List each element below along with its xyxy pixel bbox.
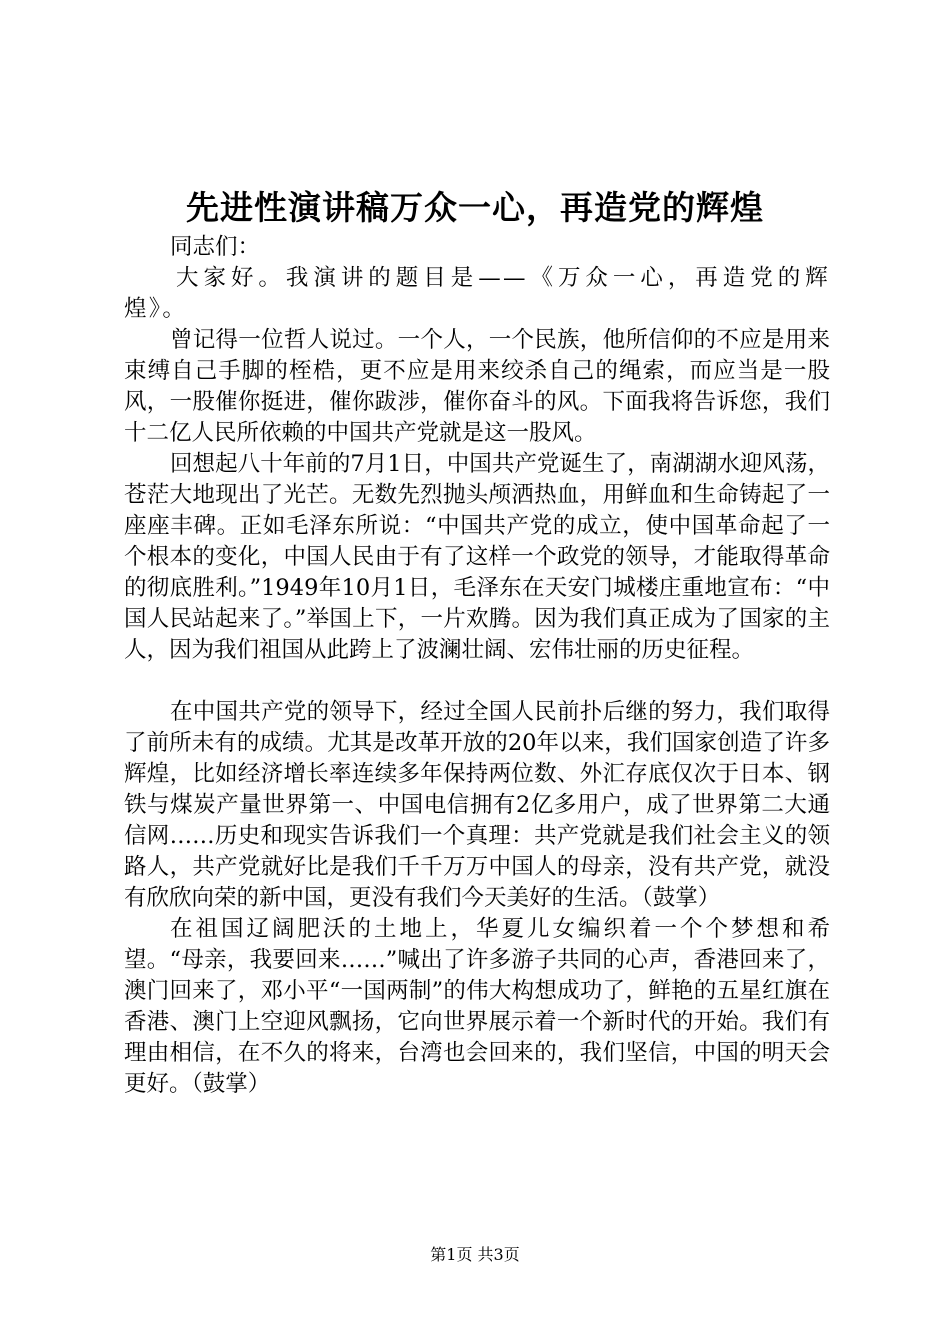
paragraph-philosopher: 曾记得一位哲人说过。一个人，一个民族，他所信仰的不应是用来束缚自己手脚的桎梏，更不应是用来绞杀自己的绳索，而应当是一股风，一股催你挺进，催你跋涉，催你奋斗的风。下面我将告诉您，我们十二亿人民所依赖的中国共产党就是这一股风。 [124, 327, 830, 446]
document-title: 先进性演讲稿万众一心，再造党的辉煌 [186, 188, 764, 227]
paragraph-greeting: 大家好。我演讲的题目是——《万众一心，再造党的辉煌》。 [124, 265, 830, 322]
paragraph-achievements: 在中国共产党的领导下，经过全国人民前扑后继的努力，我们取得了前所未有的成绩。尤其是改革开放的20年以来，我们国家创造了许多辉煌，比如经济增长率连续多年保持两位数、外汇存底仅次于日本、钢铁与煤炭产量世界第一、中国电信拥有2亿多用户，成了世界第二大通信网……历史和现实告诉我们一个真理：共产党就是我们社会主义的领路人，共产党就好比是我们千千万万中国人的母亲，没有共产党，就没有欣欣向荣的新中国，更没有我们今天美好的生活。（鼓掌） [124, 699, 830, 911]
paragraph-history: 回想起八十年前的7月1日，中国共产党诞生了，南湖湖水迎风荡，苍茫大地现出了光芒。无数先烈抛头颅洒热血，用鲜血和生命铸起了一座座丰碑。正如毛泽东所说：“中国共产党的成立，使中国革命起了一个根本的变化，中国人民由于有了这样一个政党的领导，才能取得革命的彻底胜利。”1949年10月1日，毛泽东在天安门城楼庄重地宣布：“中国人民站起来了。”举国上下，一片欢腾。因为我们真正成为了国家的主人，因为我们祖国从此跨上了波澜壮阔、宏伟壮丽的历史征程。 [124, 451, 830, 663]
salutation: 同志们： [170, 234, 261, 260]
paragraph-reunification: 在祖国辽阔肥沃的土地上，华夏儿女编织着一个个梦想和希望。“母亲，我要回来……”喊出了许多游子共同的心声，香港回来了，澳门回来了，邓小平“一国两制”的伟大构想成功了，鲜艳的五星红旗在香港、澳门上空迎风飘扬，它向世界展示着一个新时代的开始。我们有理由相信，在不久的将来，台湾也会回来的，我们坚信，中国的明天会更好。（鼓掌） [124, 916, 830, 1097]
page-number: 第1页 共3页 [430, 1245, 520, 1264]
document-body [124, 232, 830, 1100]
